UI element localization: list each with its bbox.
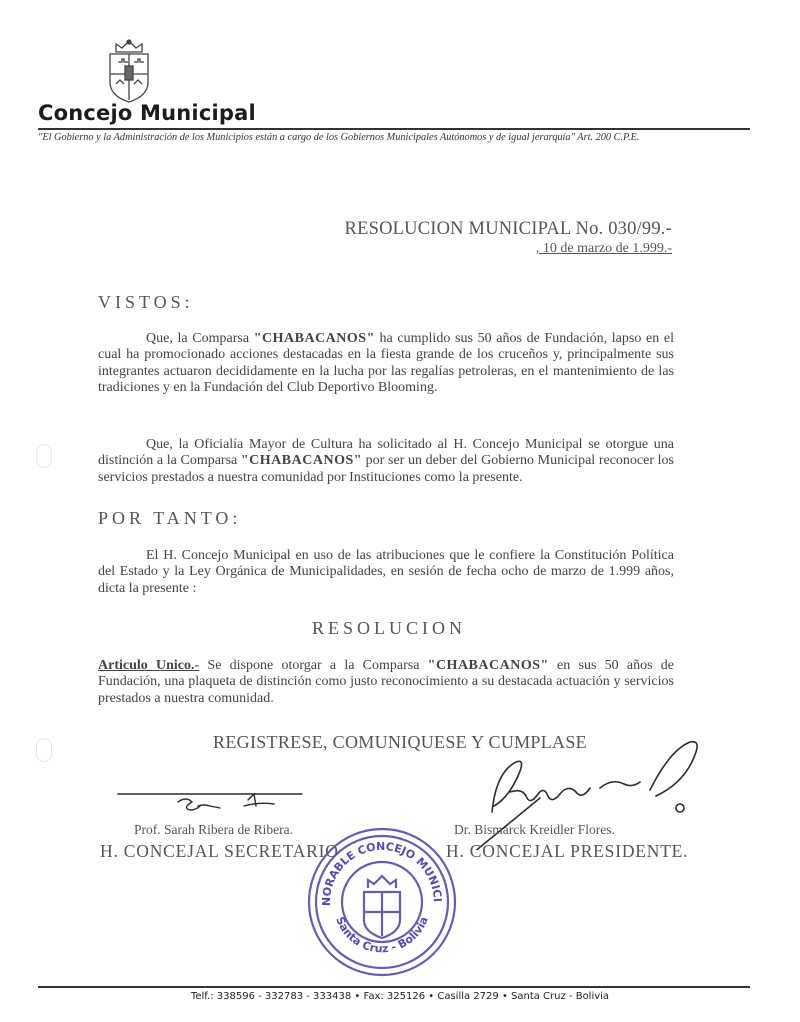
secretary-signature <box>116 784 306 824</box>
official-seal-stamp <box>306 826 458 978</box>
resolution-number: RESOLUCION MUNICIPAL No. 030/99.- <box>344 219 672 239</box>
resolution-date: , 10 de marzo de 1.999.- <box>535 241 672 256</box>
article-unico-paragraph: Articulo Unico.- Se dispone otorgar a la Comparsa "CHABACANOS" en sus 50 años de Fundación, una plaqueta de distinción como justo reconocimiento a su destacada actuación y servicios prestados a nuestra comunidad. <box>98 658 674 706</box>
closing-formula: REGISTRESE, COMUNIQUESE Y CUMPLASE <box>213 732 587 752</box>
seal-bottom-text: Santa Cruz - Bolivia <box>333 914 431 956</box>
hole-punch-mark <box>36 738 52 762</box>
president-role: H. CONCEJAL PRESIDENTE. <box>446 841 689 861</box>
vistos-heading: VISTOS: <box>98 292 194 312</box>
seal-top-text: NORABLE CONCEJO MUNICI <box>319 839 445 907</box>
comparsa-name: "CHABACANOS" <box>240 453 363 469</box>
footer-divider <box>38 986 750 988</box>
header-divider <box>38 128 750 130</box>
por-tanto-heading: POR TANTO: <box>98 508 242 528</box>
comparsa-name: "CHABACANOS" <box>427 658 549 673</box>
organization-name: Concejo Municipal <box>38 101 256 125</box>
president-name: Dr. Bismarck Kreidler Flores. <box>454 822 615 837</box>
article-label: Articulo Unico.- <box>98 658 200 673</box>
hole-punch-mark <box>36 444 52 468</box>
comparsa-name: "CHABACANOS" <box>253 331 375 346</box>
por-tanto-paragraph: El H. Concejo Municipal en uso de las atribuciones que le confiere la Constitución Política del Estado y la Ley Orgánica de Municipalidades, en sesión de fecha ocho de marzo de 1.999 años, dicta la presente : <box>98 548 674 596</box>
municipal-crest-logo <box>104 38 154 104</box>
vistos-paragraph-2: Que, la Oficialía Mayor de Cultura ha solicitado al H. Concejo Municipal se otorgue una distinción a la Comparsa "CHABACANOS" por ser un deber del Gobierno Municipal reconocer los servicios prestados a nuestra comunidad por Instituciones como la presente. <box>98 437 674 485</box>
vistos-paragraph-1: Que, la Comparsa "CHABACANOS" ha cumplido sus 50 años de Fundación, lapso en el cual ha promocionado acciones destacadas en la fiesta grande de los cruceños y, principalmente sus integrantes actuaron decididamente en la lucha por las regalías petroleras, en el mantenimiento de las tradiciones y en la Fundación del Club Deportivo Blooming. <box>98 331 674 395</box>
secretary-role: H. CONCEJAL SECRETARIO <box>100 841 339 861</box>
secretary-name: Prof. Sarah Ribera de Ribera. <box>134 822 293 837</box>
resolucion-heading: RESOLUCION <box>311 618 466 638</box>
constitution-motto: "El Gobierno y la Administración de los Municipios están a cargo de los Gobiernos Municipales Autónomos y de igual jerarquía" Art. 200 C.P.E. <box>38 132 640 143</box>
contact-footer: Telf.: 338596 - 332783 - 333438 • Fax: 325126 • Casilla 2729 • Santa Cruz - Bolivia <box>190 991 610 1002</box>
